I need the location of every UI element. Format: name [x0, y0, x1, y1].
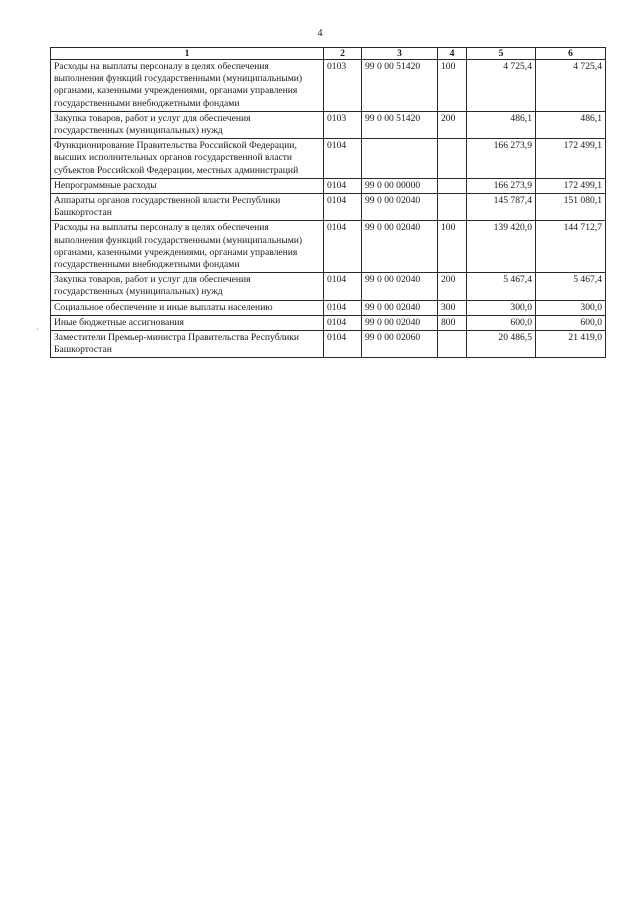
- table-row: [51, 331, 606, 358]
- row-name-cell: Расходы на выплаты персоналу в целях обеспечения выполнения функций государственными (муниципальными) органами, казенными учреждениями, органами управления государственными внебюджетными фондами: [51, 221, 324, 273]
- row-expense-type-cell: 300: [438, 300, 467, 315]
- row-year1-cell: 300,0: [467, 300, 536, 315]
- column-header-year2: 6: [536, 48, 606, 60]
- row-year2-cell: 5 467,4: [536, 273, 606, 300]
- row-name-cell: Социальное обеспечение и иные выплаты населению: [51, 300, 324, 315]
- row-name-cell: Непрограммные расходы: [51, 178, 324, 193]
- row-year1-cell: 4 725,4: [467, 60, 536, 112]
- row-expense-type-cell: 800: [438, 315, 467, 330]
- row-name-cell: Аппараты органов государственной власти Республики Башкортостан: [51, 194, 324, 221]
- row-name-cell: Закупка товаров, работ и услуг для обеспечения государственных (муниципальных) нужд: [51, 111, 324, 138]
- row-expense-type-cell: [438, 194, 467, 221]
- row-section-cell: 0104: [324, 300, 362, 315]
- column-header-section: 2: [324, 48, 362, 60]
- row-target-cell: 99 0 00 02060: [362, 331, 438, 358]
- row-year2-cell: 144 712,7: [536, 221, 606, 273]
- row-year2-cell: 300,0: [536, 300, 606, 315]
- row-expense-type-cell: [438, 331, 467, 358]
- row-target-cell: [362, 139, 438, 179]
- page-number: 4: [317, 28, 323, 39]
- row-expense-type-cell: 200: [438, 111, 467, 138]
- row-year2-cell: 172 499,1: [536, 178, 606, 193]
- row-expense-type-cell: 200: [438, 273, 467, 300]
- table-row: [51, 60, 606, 112]
- table-row: [51, 111, 606, 138]
- scan-margin-mark: ·: [36, 325, 39, 334]
- column-header-expense-type: 4: [438, 48, 467, 60]
- row-name-cell: Расходы на выплаты персоналу в целях обеспечения выполнения функций государственными (муниципальными) органами, казенными учреждениями, органами управления государственными внебюджетными фондами: [51, 60, 324, 112]
- row-section-cell: 0104: [324, 273, 362, 300]
- row-expense-type-cell: [438, 178, 467, 193]
- table-row: [51, 178, 606, 193]
- budget-table: [50, 47, 606, 358]
- row-target-cell: 99 0 00 00000: [362, 178, 438, 193]
- column-header-target: 3: [362, 48, 438, 60]
- row-year2-cell: 4 725,4: [536, 60, 606, 112]
- row-year2-cell: 172 499,1: [536, 139, 606, 179]
- row-target-cell: 99 0 00 02040: [362, 194, 438, 221]
- row-year1-cell: 600,0: [467, 315, 536, 330]
- row-expense-type-cell: [438, 139, 467, 179]
- table-row: [51, 139, 606, 179]
- row-year1-cell: 486,1: [467, 111, 536, 138]
- row-section-cell: 0104: [324, 315, 362, 330]
- row-expense-type-cell: 100: [438, 221, 467, 273]
- row-section-cell: 0104: [324, 178, 362, 193]
- row-year1-cell: 145 787,4: [467, 194, 536, 221]
- table-row: [51, 194, 606, 221]
- row-year1-cell: 166 273,9: [467, 139, 536, 179]
- row-name-cell: Заместители Премьер-министра Правительства Республики Башкортостан: [51, 331, 324, 358]
- row-section-cell: 0104: [324, 331, 362, 358]
- table-row: [51, 273, 606, 300]
- row-expense-type-cell: 100: [438, 60, 467, 112]
- row-year1-cell: 5 467,4: [467, 273, 536, 300]
- row-section-cell: 0103: [324, 60, 362, 112]
- row-year1-cell: 166 273,9: [467, 178, 536, 193]
- row-target-cell: 99 0 00 51420: [362, 60, 438, 112]
- table-row: [51, 300, 606, 315]
- row-year2-cell: 151 080,1: [536, 194, 606, 221]
- row-target-cell: 99 0 00 02040: [362, 300, 438, 315]
- table-row: [51, 315, 606, 330]
- table-body: [51, 60, 606, 358]
- table-header: [51, 48, 606, 60]
- row-target-cell: 99 0 00 02040: [362, 273, 438, 300]
- row-name-cell: Иные бюджетные ассигнования: [51, 315, 324, 330]
- row-section-cell: 0104: [324, 194, 362, 221]
- row-name-cell: Закупка товаров, работ и услуг для обеспечения государственных (муниципальных) нужд: [51, 273, 324, 300]
- row-year2-cell: 600,0: [536, 315, 606, 330]
- column-header-name: 1: [51, 48, 324, 60]
- header-row: [51, 48, 606, 60]
- row-target-cell: 99 0 00 51420: [362, 111, 438, 138]
- row-target-cell: 99 0 00 02040: [362, 221, 438, 273]
- column-header-year1: 5: [467, 48, 536, 60]
- row-year1-cell: 139 420,0: [467, 221, 536, 273]
- row-section-cell: 0104: [324, 139, 362, 179]
- row-section-cell: 0104: [324, 221, 362, 273]
- row-name-cell: Функционирование Правительства Российской Федерации, высших исполнительных органов государственной власти субъектов Российской Федерации, местных администраций: [51, 139, 324, 179]
- row-year1-cell: 20 486,5: [467, 331, 536, 358]
- row-year2-cell: 486,1: [536, 111, 606, 138]
- row-target-cell: 99 0 00 02040: [362, 315, 438, 330]
- row-year2-cell: 21 419,0: [536, 331, 606, 358]
- row-section-cell: 0103: [324, 111, 362, 138]
- table-row: [51, 221, 606, 273]
